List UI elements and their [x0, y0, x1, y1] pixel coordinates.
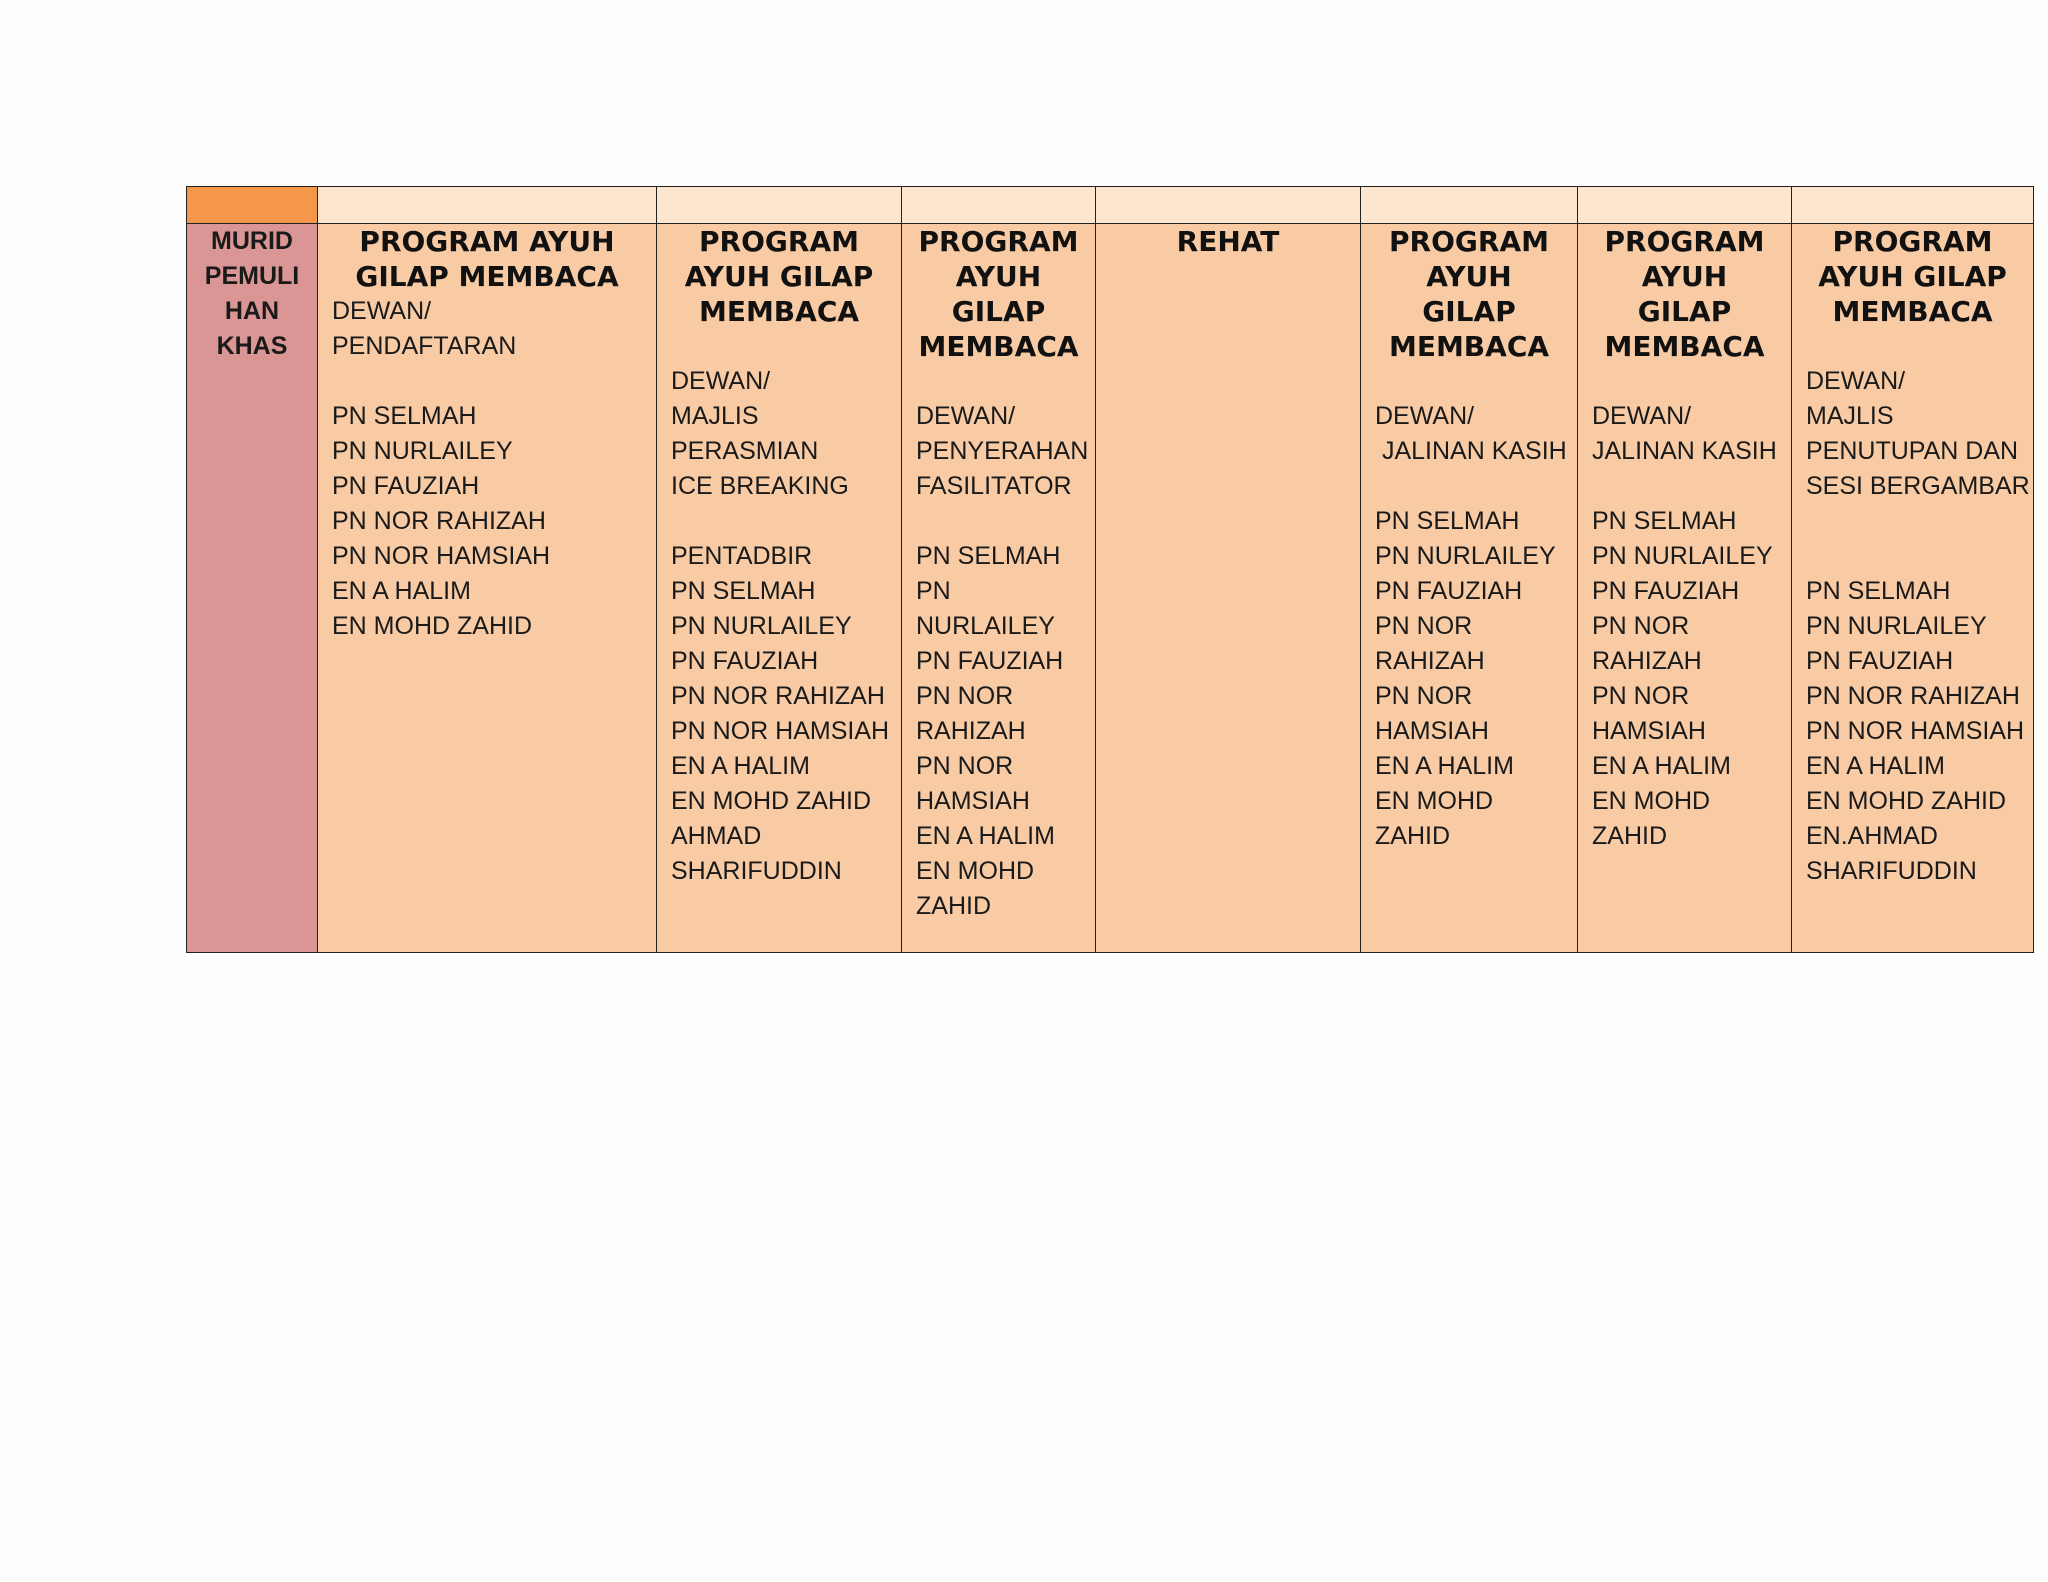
slot-title: REHAT — [1176, 225, 1280, 258]
side-cell — [187, 224, 318, 953]
slot-details: DEWAN/ PENYERAHAN FASILITATOR PN SELMAH PN NURLAILEY PN FAUZIAH PN NOR RAHIZAH PN NOR HAMSIAH EN A HALIM EN MOHD ZAHID — [916, 402, 1089, 920]
slot-cell-3 — [902, 224, 1096, 953]
slot-cell-2 — [657, 224, 902, 953]
slot-title: PROGRAM AYUH GILAP MEMBACA — [355, 225, 619, 293]
slot-cell-1 — [318, 224, 657, 953]
schedule-table — [186, 186, 2034, 953]
slot-details: DEWAN/ MAJLIS PENUTUPAN DAN SESI BERGAMBAR PN SELMAH PN NURLAILEY PN FAUZIAH PN NOR RAHIZAH PN NOR HAMSIAH EN A HALIM EN MOHD ZAHID EN.AHMAD SHARIFUDDIN — [1806, 367, 2030, 885]
slot-title: PROGRAM AYUH GILAP MEMBACA — [1604, 225, 1765, 363]
header-cell — [657, 187, 902, 224]
slot-cell-6 — [1578, 224, 1792, 953]
slot-cell-rehat — [1096, 224, 1361, 953]
slot-details: DEWAN/ JALINAN KASIH PN SELMAH PN NURLAILEY PN FAUZIAH PN NOR RAHIZAH PN NOR HAMSIAH EN A HALIM EN MOHD ZAHID — [1592, 402, 1777, 850]
slot-title: PROGRAM AYUH GILAP MEMBACA — [684, 225, 874, 328]
slot-details: DEWAN/ PENDAFTARAN PN SELMAH PN NURLAILEY PN FAUZIAH PN NOR RAHIZAH PN NOR HAMSIAH EN A HALIM EN MOHD ZAHID — [332, 297, 551, 640]
slot-cell-5 — [1361, 224, 1578, 953]
slot-cell-7 — [1792, 224, 2034, 953]
slot-details: DEWAN/ JALINAN KASIH PN SELMAH PN NURLAILEY PN FAUZIAH PN NOR RAHIZAH PN NOR HAMSIAH EN A HALIM EN MOHD ZAHID — [1375, 402, 1567, 850]
program-row — [187, 224, 2034, 953]
slot-title: PROGRAM AYUH GILAP MEMBACA — [1818, 225, 2007, 328]
slot-details: DEWAN/ MAJLIS PERASMIAN ICE BREAKING PENTADBIR PN SELMAH PN NURLAILEY PN FAUZIAH PN NOR RAHIZAH PN NOR HAMSIAH EN A HALIM EN MOHD ZAHID AHMAD SHARIFUDDIN — [671, 367, 890, 885]
header-row — [187, 187, 2034, 224]
header-cell — [1096, 187, 1361, 224]
side-label: MURID PEMULI HAN KHAS — [204, 227, 300, 360]
slot-title: PROGRAM AYUH GILAP MEMBACA — [918, 225, 1079, 363]
slot-title: PROGRAM AYUH GILAP MEMBACA — [1388, 225, 1550, 363]
header-cell — [1361, 187, 1578, 224]
header-cell — [1578, 187, 1792, 224]
header-cell — [1792, 187, 2034, 224]
corner-cell — [187, 187, 318, 224]
header-cell — [318, 187, 657, 224]
header-cell — [902, 187, 1096, 224]
